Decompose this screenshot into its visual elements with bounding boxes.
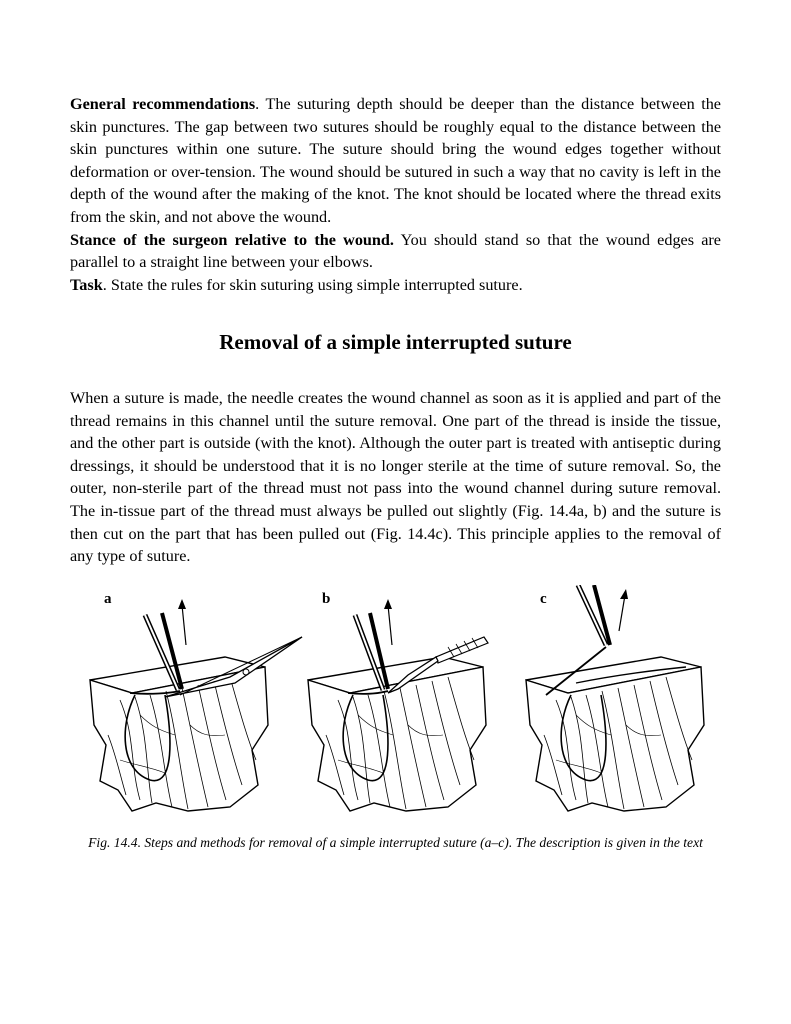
general-recommendations-paragraph	[70, 93, 721, 229]
removal-body-block	[70, 387, 721, 568]
panel-a-label: a	[104, 591, 112, 607]
figure-caption: Fig. 14.4. Steps and methods for removal of a simple interrupted suture (a–c). The description is given in the text	[88, 835, 703, 850]
recommendations-block	[70, 93, 721, 296]
general-recommendations-label: General recommendations	[70, 95, 256, 113]
section-heading: Removal of a simple interrupted suture	[219, 330, 572, 354]
task-text: . State the rules for skin suturing using simple interrupted suture.	[102, 275, 523, 294]
panel-b	[308, 591, 488, 811]
stance-paragraph	[70, 229, 721, 274]
removal-body-paragraph: When a suture is made, the needle creates the wound channel as soon as it is applied and part of the thread remains in this channel until the suture removal. One part of the thread is inside the tissue, and the other part is outside (with the knot). Although the outer part is treated with antiseptic during dressings, it should be understood that it is no longer sterile at the time of suture removal. So, the outer, non-sterile part of the thread must not pass into the wound channel during suture removal. The in-tissue part of the thread must always be pulled out slightly (Fig. 14.4a, b) and the suture is then cut on the part that has been pulled out (Fig. 14.4c). This principle applies to the removal of any type of suture.	[70, 389, 721, 566]
stance-text: You should stand so that the wound edges are parallel to a straight line between your elbows.	[70, 230, 721, 272]
panel-c-label: c	[540, 591, 547, 607]
task-paragraph	[70, 274, 721, 297]
figure-14-4	[70, 585, 721, 820]
panel-a	[90, 591, 302, 811]
panel-c	[526, 585, 704, 811]
panel-b-label: b	[322, 591, 331, 607]
stance-label: Stance of the surgeon relative to the wound.	[70, 230, 394, 249]
general-recommendations-text: . The suturing depth should be deeper than the distance between the skin punctures. The gap between two sutures should be roughly equal to the distance between the skin punctures within one suture. The suture should bring the wound edges together without deformation or over-tension. The wound should be sutured in such a way that no cavity is left in the depth of the wound after the making of the knot. The knot should be located where the thread exits from the skin, and not above the wound.	[70, 95, 721, 226]
task-label: Task	[70, 275, 103, 294]
